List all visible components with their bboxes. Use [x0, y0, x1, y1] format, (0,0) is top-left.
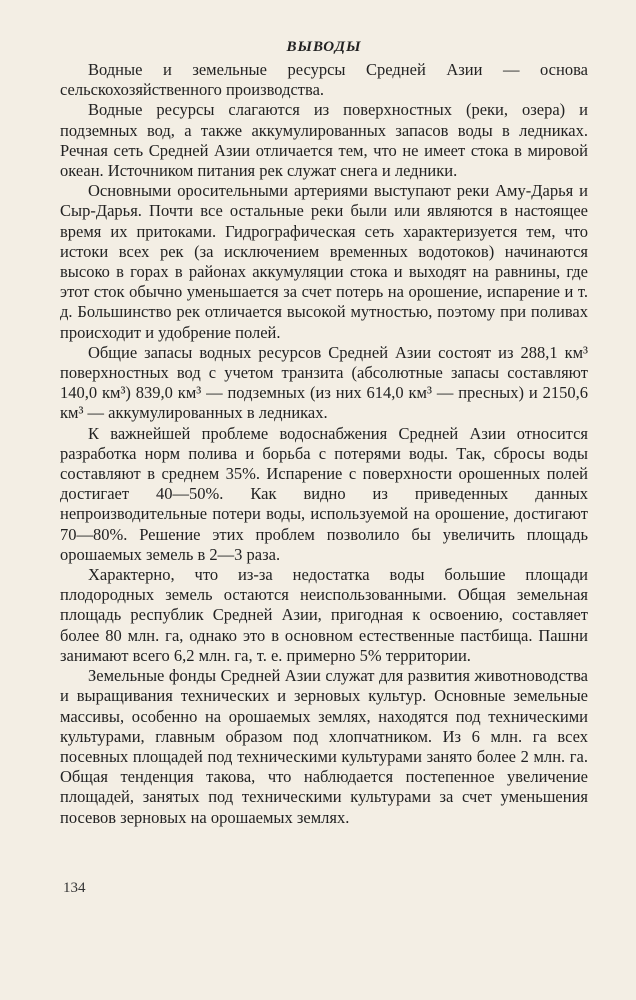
paragraph: Характерно, что из-за недостатка воды большие площади плодородных земель остаются неиспользованными. Общая земельная площадь республик Средней Азии, пригодная к освоению, составляет более 80 млн. га, однако это в основном естественные пастбища. Пашни занимают всего 6,2 млн. га, т. е. примерно 5% территории.: [60, 565, 588, 665]
paragraph: Земельные фонды Средней Азии служат для развития животноводства и выращивания технических и зерновых культур. Основные земельные массивы, особенно на орошаемых землях, находятся под техническими культурами, главным образом под хлопчатником. Из 6 млн. га всех посевных площадей под техническими культурами занято более 2 млн. га. Общая тенденция такова, что наблюдается постепенное увеличение площадей, занятых под техническими культурами за счет уменьшения посевов зерновых на орошаемых землях.: [60, 666, 588, 827]
paragraph: Водные ресурсы слагаются из поверхностных (реки, озера) и подземных вод, а также аккумулированных запасов воды в ледниках. Речная сеть Средней Азии отличается тем, что не имеет стока в мировой океан. Источником питания рек служат снега и ледники.: [60, 100, 588, 181]
page-number: 134: [63, 880, 86, 896]
paragraph: Водные и земельные ресурсы Средней Азии — основа сельскохозяйственного производства.: [60, 60, 588, 100]
paragraph: К важнейшей проблеме водоснабжения Средней Азии относится разработка норм полива и борьба с потерями воды. Так, сбросы воды составляют в среднем 35%. Испарение с поверхности орошенных полей достигает 40—50%. Как видно из приведенных данных непроизводительные потери воды, используемой на орошение, достигают 70—80%. Решение этих проблем позволило бы увеличить площадь орошаемых земель в 2—3 раза.: [60, 423, 588, 564]
paragraph: Основными оросительными артериями выступают реки Аму-Дарья и Сыр-Дарья. Почти все остальные реки были или являются в настоящее время их притоками. Гидрографическая сеть характеризуется тем, что истоки всех рек (за исключением временных водотоков) начинаются высоко в горах в районах аккумуляции стока и выходят на равнины, где этот сток обычно уменьшается за счет потерь на орошение, испарение и т. д. Большинство рек отличается высокой мутностью, поэтому при поливах происходит и удобрение полей.: [60, 181, 588, 342]
page-body: [60, 38, 588, 828]
paragraph: Общие запасы водных ресурсов Средней Азии состоят из 288,1 км³ поверхностных вод с учетом транзита (абсолютные запасы составляют 140,0 км³) 839,0 км³ — подземных (из них 614,0 км³ — пресных) и 2150,6 км³ — аккумулированных в ледниках.: [60, 342, 588, 423]
section-title: ВЫВОДЫ: [286, 39, 362, 55]
